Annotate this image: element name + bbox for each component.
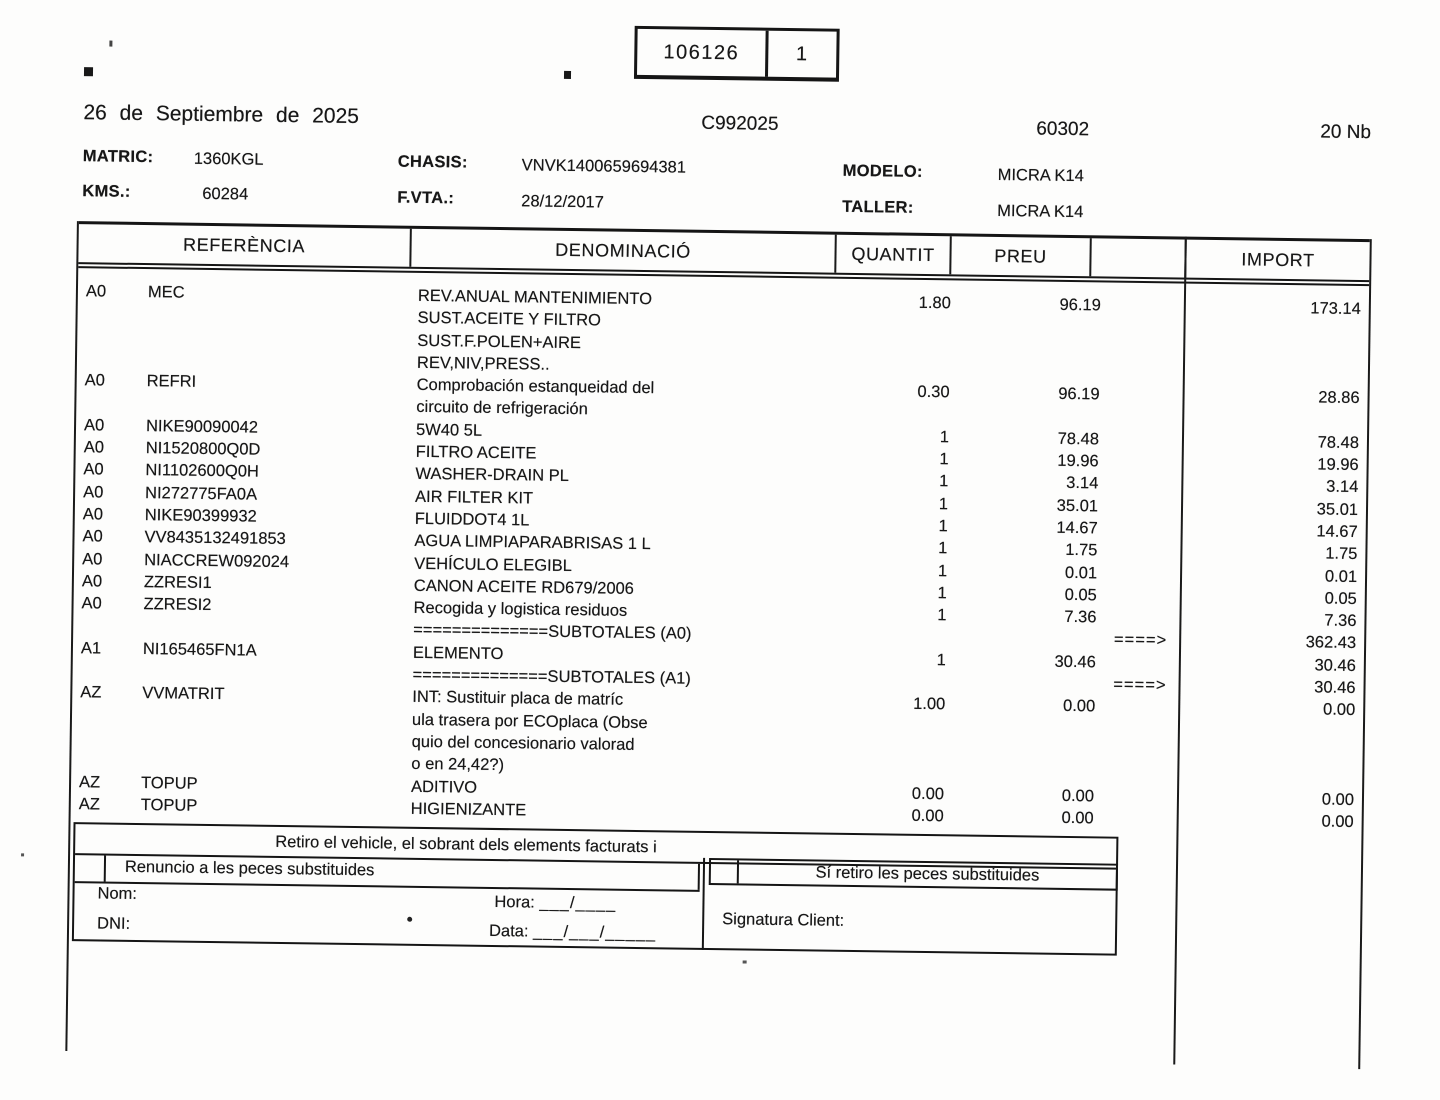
- row-import: [1179, 741, 1362, 766]
- row-price: 19.96: [1057, 451, 1099, 471]
- divider-line: [702, 858, 705, 950]
- matric-label: MATRIC:: [82, 147, 154, 167]
- row-quantity: 1: [937, 606, 947, 625]
- taller-label: TALLER:: [842, 197, 914, 217]
- row-ref-group: A0: [83, 460, 104, 479]
- row-ref-code: TOPUP: [140, 773, 198, 793]
- scan-artifact: [84, 67, 93, 76]
- row-quantity: 1: [937, 584, 947, 603]
- row-import: 173.14: [1310, 299, 1361, 319]
- row-import: 0.01: [1324, 567, 1358, 586]
- row-arrow: ====>: [1113, 631, 1168, 650]
- doc-ref: C992025: [701, 112, 779, 135]
- row-arrow: [1094, 785, 1179, 808]
- renuncio-label: Renuncio a les peces substituides: [124, 857, 375, 880]
- row-price: 3.14: [1066, 474, 1099, 493]
- col-header-referencia: REFERÈNCIA: [78, 224, 411, 267]
- row-denominacio: circuito de refrigeración: [416, 398, 588, 419]
- row-arrow: [1097, 584, 1182, 607]
- row-quantity: 1.00: [913, 695, 946, 714]
- row-arrow: [1099, 406, 1184, 429]
- row-ref-code: VVMATRIT: [142, 684, 225, 704]
- row-ref-group: [72, 704, 142, 727]
- row-price: 7.36: [1064, 608, 1097, 627]
- col-header-preu: PREU: [951, 236, 1092, 276]
- chasis-label: CHASIS:: [397, 152, 468, 172]
- row-arrow: [1100, 317, 1185, 340]
- row-denominacio: SUST.F.POLEN+AIRE: [417, 331, 582, 352]
- row-price: [945, 716, 1095, 740]
- kms-value: 60284: [202, 184, 249, 204]
- row-ref-group: A0: [81, 572, 103, 591]
- row-price: 0.05: [1064, 585, 1097, 605]
- row-import: 0.05: [1324, 589, 1357, 608]
- col-header-quantit: QUANTIT: [836, 235, 952, 275]
- row-quantity: [835, 335, 950, 359]
- row-ref-group: A0: [82, 549, 103, 569]
- row-import: 14.67: [1316, 522, 1358, 541]
- row-denominacio: ==============SUBTOTALES (A0): [413, 621, 692, 644]
- row-price: 0.00: [1061, 786, 1095, 805]
- row-price: 0.00: [1061, 808, 1094, 828]
- signature-box: [72, 822, 1119, 956]
- row-price: [945, 671, 1095, 695]
- row-import: [1185, 362, 1368, 387]
- row-quantity: 1: [938, 494, 949, 513]
- row-ref-group: A0: [83, 415, 105, 435]
- row-import: 28.86: [1318, 388, 1360, 408]
- row-ref-code: ZZRESI1: [143, 572, 212, 592]
- row-ref-group: A0: [82, 505, 104, 524]
- row-price: 0.00: [1062, 697, 1096, 716]
- row-price: [949, 404, 1099, 428]
- row-ref-group: [72, 726, 142, 749]
- data-label: Data: ___/___/_____: [488, 921, 657, 943]
- row-denominacio: ELEMENTO: [412, 643, 504, 663]
- row-arrow: [1099, 384, 1184, 407]
- doc-pages: 20 Nb: [1320, 121, 1372, 144]
- row-ref-code: NIKE90399932: [144, 506, 257, 526]
- row-import: [1179, 764, 1362, 789]
- row-price: 14.67: [1056, 518, 1098, 538]
- row-quantity: [834, 402, 949, 426]
- row-arrow: [1096, 607, 1181, 630]
- job-number-box: [634, 26, 840, 82]
- row-arrow: [1098, 517, 1183, 540]
- row-denominacio: ==============SUBTOTALES (A1): [412, 665, 691, 688]
- si-retiro-checkbox: [711, 860, 739, 883]
- modelo-value: MICRA K14: [997, 165, 1084, 186]
- row-price: [950, 359, 1100, 383]
- row-arrow: [1101, 294, 1186, 317]
- row-denominacio: REV,NIV,PRESS..: [416, 353, 550, 374]
- row-price: [946, 627, 1096, 651]
- row-denominacio: Recogida y logistica residuos: [413, 598, 628, 620]
- data-blank: ___/___/_____: [532, 922, 657, 943]
- si-retiro-label: Sí retiro les peces substituides: [815, 863, 1040, 885]
- row-ref-code: NIACCREW092024: [144, 550, 290, 571]
- row-ref-code: MEC: [147, 283, 185, 302]
- row-denominacio: quio del concesionario valorad: [411, 732, 635, 754]
- row-quantity: 1: [938, 517, 948, 536]
- row-arrow: [1098, 473, 1183, 496]
- scan-artifact: [564, 71, 571, 79]
- row-ref-group: AZ: [78, 795, 100, 814]
- hora-blank: ___/____: [539, 893, 617, 913]
- row-quantity: 0.00: [911, 784, 945, 803]
- si-retiro-box: [709, 858, 1118, 891]
- row-quantity: [830, 714, 945, 738]
- row-ref-group: [76, 392, 146, 415]
- row-quantity: [829, 737, 944, 761]
- row-quantity: [829, 759, 944, 783]
- row-arrow: ====>: [1113, 675, 1167, 695]
- row-arrow: [1094, 740, 1179, 763]
- row-price: [950, 337, 1100, 361]
- scan-artifact: [109, 41, 112, 47]
- row-quantity: 1: [939, 472, 949, 491]
- row-import: 7.36: [1324, 611, 1357, 631]
- scan-artifact: [21, 853, 24, 856]
- job-copy: 1: [795, 42, 809, 65]
- row-ref-group: A0: [83, 482, 104, 502]
- renuncio-checkbox: [75, 855, 106, 881]
- row-denominacio: 5W40 5L: [415, 420, 483, 440]
- row-denominacio: VEHÍCULO ELEGIBL: [414, 554, 573, 575]
- hora-label: Hora: ___/____: [494, 892, 617, 913]
- row-import: [1185, 340, 1368, 365]
- row-denominacio: AIR FILTER KIT: [414, 487, 534, 508]
- row-quantity: 1: [937, 561, 948, 580]
- row-import: 3.14: [1326, 477, 1359, 497]
- divider-line: [698, 864, 700, 890]
- row-quantity: 1: [939, 427, 950, 447]
- row-quantity: 1: [936, 650, 947, 670]
- fvta-label: F.VTA.:: [397, 188, 455, 208]
- row-import: 0.00: [1321, 812, 1354, 831]
- row-import: 1.75: [1325, 544, 1358, 564]
- row-ref-group: A0: [81, 594, 102, 613]
- row-ref-group: A0: [84, 371, 106, 390]
- row-arrow: [1097, 540, 1182, 563]
- row-quantity: 1.80: [918, 293, 951, 313]
- dni-label: DNI:: [96, 914, 131, 933]
- row-ref-code: NIKE90090042: [145, 416, 259, 437]
- row-import: 19.96: [1317, 455, 1359, 475]
- row-quantity: [831, 625, 946, 649]
- row-price: 78.48: [1057, 429, 1100, 449]
- row-arrow: [1097, 562, 1182, 585]
- signatura-label: Signatura Client:: [722, 910, 845, 930]
- col-header-denominacio: DENOMINACIÓ: [411, 229, 836, 273]
- job-number: 106126: [637, 29, 769, 77]
- row-ref-group: A0: [83, 438, 105, 457]
- doc-code: 60302: [1036, 118, 1090, 141]
- table-header: [78, 221, 1370, 286]
- row-ref-group: A1: [80, 638, 102, 658]
- row-ref-group: [73, 615, 143, 638]
- row-import: 78.48: [1317, 433, 1360, 452]
- row-denominacio: INT: Sustituir placa de matríc: [412, 688, 624, 710]
- row-import: 30.46: [1314, 656, 1356, 675]
- table-body: [71, 280, 1369, 833]
- row-price: [944, 760, 1094, 784]
- row-denominacio: FLUIDDOT4 1L: [414, 509, 530, 530]
- row-ref-code: ZZRESI2: [143, 595, 212, 615]
- row-ref-group: [77, 302, 147, 325]
- row-price: 0.01: [1064, 563, 1098, 582]
- row-denominacio: FILTRO ACEITE: [415, 442, 537, 463]
- row-ref-group: AZ: [78, 772, 101, 792]
- row-arrow: [1100, 361, 1185, 384]
- row-denominacio: WASHER-DRAIN PL: [415, 465, 569, 486]
- chasis-value: VNVK1400659694381: [521, 156, 687, 177]
- scan-artifact: [407, 917, 412, 922]
- nom-label: Nom:: [97, 884, 138, 903]
- matric-value: 1360KGL: [193, 149, 264, 169]
- row-denominacio: SUST.ACEITE Y FILTRO: [417, 309, 602, 330]
- row-ref-group: [77, 347, 147, 370]
- row-denominacio: CANON ACEITE RD679/2006: [413, 576, 635, 598]
- row-ref-code: TOPUP: [140, 795, 198, 815]
- row-ref-group: [71, 748, 141, 771]
- doc-date: 26 de Septiembre de 2025: [83, 101, 360, 129]
- kms-label: KMS.:: [82, 182, 131, 201]
- row-quantity: [835, 358, 950, 382]
- row-price: 35.01: [1056, 496, 1099, 516]
- fvta-value: 28/12/2017: [521, 192, 604, 212]
- row-ref-code: NI1102600Q0H: [145, 461, 259, 482]
- row-price: 96.19: [1059, 295, 1101, 315]
- row-import: 0.00: [1321, 790, 1355, 809]
- row-import: [1184, 407, 1367, 432]
- row-quantity: [835, 313, 950, 337]
- row-quantity: [830, 670, 945, 694]
- row-arrow: [1098, 495, 1183, 518]
- row-denominacio: AGUA LIMPIAPARABRISAS 1 L: [414, 532, 651, 554]
- row-price: 96.19: [1058, 385, 1100, 404]
- row-denominacio: REV.ANUAL MANTENIMIENTO: [417, 286, 653, 309]
- row-ref-group: A0: [85, 282, 107, 301]
- row-arrow: [1096, 651, 1181, 674]
- row-import: [1180, 719, 1363, 744]
- row-ref-code: NI165465FN1A: [142, 639, 257, 660]
- row-import: 362.43: [1305, 633, 1357, 653]
- row-denominacio: o en 24,42?): [411, 755, 505, 775]
- row-quantity: 0.30: [917, 383, 950, 402]
- row-denominacio: Comprobación estanqueidad del: [416, 376, 655, 398]
- modelo-label: MODELO:: [842, 161, 923, 181]
- row-denominacio: ADITIVO: [410, 777, 478, 797]
- row-arrow: [1095, 696, 1180, 719]
- row-arrow: [1099, 450, 1184, 473]
- row-denominacio: HIGIENIZANTE: [410, 799, 527, 820]
- row-quantity: 1: [938, 539, 948, 558]
- row-price: [950, 315, 1100, 339]
- row-import: 35.01: [1316, 500, 1359, 519]
- row-price: 30.46: [1054, 652, 1096, 672]
- row-arrow: [1099, 428, 1184, 451]
- row-ref-code: NI1520800Q0D: [145, 439, 261, 459]
- col-header-empty: [1091, 238, 1187, 277]
- row-ref-group: A0: [82, 527, 103, 546]
- row-price: [944, 738, 1094, 762]
- row-import: 30.46: [1314, 678, 1356, 698]
- row-arrow: [1094, 807, 1179, 830]
- row-ref-code: NI272775FA0A: [145, 483, 258, 504]
- row-arrow: [1095, 718, 1180, 741]
- row-quantity: 0.00: [911, 806, 944, 826]
- col-header-import: IMPORT: [1241, 248, 1315, 270]
- row-arrow: [1100, 339, 1185, 362]
- row-ref-code: REFRI: [146, 372, 197, 391]
- row-quantity: 1: [939, 450, 949, 469]
- row-ref-group: AZ: [80, 683, 102, 702]
- divider-line: [75, 881, 700, 892]
- row-price: 1.75: [1065, 541, 1098, 560]
- row-denominacio: ula trasera por ECOplaca (Obse: [411, 710, 648, 732]
- row-ref-code: VV8435132491853: [144, 528, 286, 549]
- row-import: 0.00: [1322, 700, 1356, 720]
- row-arrow: [1094, 763, 1179, 786]
- taller-value: MICRA K14: [997, 201, 1084, 222]
- retiro-line: Retiro el vehicle, el sobrant dels elements facturats i: [275, 832, 657, 857]
- row-ref-group: [72, 659, 142, 682]
- row-ref-group: [77, 325, 147, 348]
- row-import: [1185, 318, 1368, 343]
